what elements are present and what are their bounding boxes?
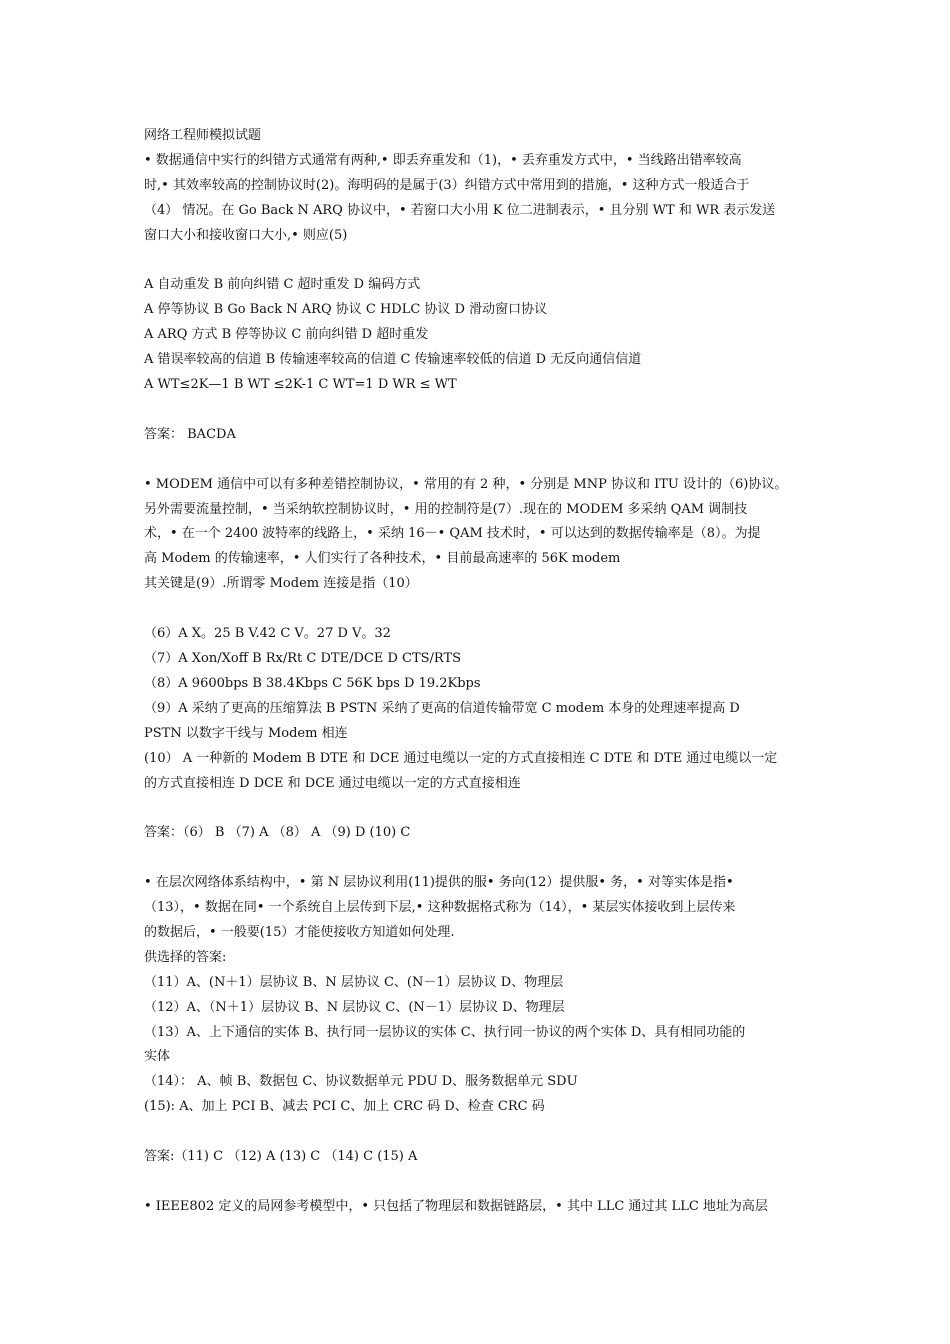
question-1-option-line: A ARQ 方式 B 停等协议 C 前向纠错 D 超时重发 [144,327,429,343]
paragraph-spacer [144,1170,816,1195]
question-2-stem-line: 其关键是(9）.所谓零 Modem 连接是指（10） [144,576,418,592]
question-1-stem-line: • 数据通信中实行的纠错方式通常有两种,• 即丢弃重发和（1)，• 丢弃重发方式中，• 当线路出错率较高 [144,152,742,168]
question-2-stem-line: • MODEM 通信中可以有多种差错控制协议，• 常用的有 2 种，• 分别是 MNP 协议和 ITU 设计的（6)协议。 [144,476,788,492]
paragraph-spacer [144,846,816,871]
question-2-option-line: PSTN 以数字干线与 Modem 相连 [144,725,348,741]
document-body [144,124,816,1220]
question-3-option-line: （14）： A、帧 B、数据包 C、协议数据单元 PDU D、服务数据单元 SDU [144,1074,578,1090]
question-2-option-line: （7）A Xon/Xoff B Rx/Rt C DTE/DCE D CTS/RTS [144,650,462,666]
question-3-option-line: 实体 [144,1049,171,1065]
question-1-stem-line: 时,• 其效率较高的控制协议时(2)。海明码的是属于(3）纠错方式中常用到的措施，• 这种方式一般适合于 [144,177,750,193]
paragraph-spacer [144,448,816,473]
question-3-stem-line: • 在层次网络体系结构中，• 第 N 层协议利用(11)提供的服• 务向(12）提供服• 务，• 对等实体是指• [144,875,734,891]
question-4 [144,1195,816,1220]
paragraph-spacer [144,1120,816,1145]
question-1-option-line: A 自动重发 B 前向纠错 C 超时重发 D 编码方式 [144,277,421,293]
question-2-stem-line: 高 Modem 的传输速率，• 人们实行了各种技术，• 目前最高速率的 56K modem [144,551,621,567]
question-3-option-line: （12）A、（N＋1）层协议 B、N 层协议 C、(N－1）层协议 D、物理层 [144,999,565,1015]
paragraph-spacer [144,796,816,821]
question-3 [144,871,816,1195]
document-title: 网络工程师模拟试题 [144,128,262,143]
question-2 [144,473,816,871]
question-2-stem-line: 另外需要流量控制，• 当采纳软控制协议时，• 用的控制符是(7）.现在的 MODEM 多采纳 QAM 调制技 [144,501,748,517]
question-3-answer: 答案:（11) C （12) A (13) C （14) C (15) A [144,1149,418,1165]
question-2-option-line: （8）A 9600bps B 38.4Kbps C 56K bps D 19.2Kbps [144,675,481,691]
question-1-stem-line: 窗口大小和接收窗口大小,• 则应(5) [144,227,348,243]
question-2-option-line: （6）A X。25 B V.42 C V。27 D V。32 [144,626,391,642]
question-1-option-line: A 错误率较高的信道 B 传输速率较高的信道 C 传输速率较低的信道 D 无反向通信信道 [144,352,642,368]
question-1-stem-line: （4） 情况。在 Go Back N ARQ 协议中，• 若窗口大小用 K 位二进制表示，• 且分别 WT 和 WR 表示发送 [144,202,776,218]
question-1-option-line: A 停等协议 B Go Back N ARQ 协议 C HDLC 协议 D 滑动窗口协议 [144,302,548,318]
question-3-stem-line: 供选择的答案: [144,949,227,965]
question-3-stem-line: 的数据后，• 一般要(15）才能使接收方知道如何处理. [144,924,455,940]
paragraph-spacer [144,398,816,423]
question-3-option-line: （13）A、上下通信的实体 B、执行同一层协议的实体 C、执行同一协议的两个实体 D、具有相同功能的 [144,1024,746,1040]
paragraph-spacer [144,597,816,622]
question-1-option-line: A WT≤2K—1 B WT ≤2K-1 C WT=1 D WR ≤ WT [144,377,457,393]
question-2-answer: 答案：（6） B （7) A （8） A （9) D (10) C [144,825,411,841]
question-2-stem-line: 术，• 在一个 2400 波特率的线路上，• 采纳 16－• QAM 技术时，• 可以达到的数据传输率是（8）。为提 [144,526,761,542]
question-1 [144,149,816,473]
question-2-option-line: (10） A 一种新的 Modem B DTE 和 DCE 通过电缆以一定的方式直接相连 C DTE 和 DTE 通过电缆以一定 [144,750,778,766]
question-3-option-line: (15): A、加上 PCI B、减去 PCI C、加上 CRC 码 D、检查 CRC 码 [144,1099,545,1115]
question-1-answer: 答案： BACDA [144,426,236,442]
question-3-option-line: （11）A、(N＋1）层协议 B、N 层协议 C、(N－1）层协议 D、物理层 [144,974,564,990]
question-2-option-line: （9）A 采纳了更高的压缩算法 B PSTN 采纳了更高的信道传输带宽 C modem 本身的处理速率提高 D [144,700,740,716]
paragraph-spacer [144,249,816,274]
question-3-stem-line: （13），• 数据在同• 一个系统自上层传到下层,• 这种数据格式称为（14），• 某层实体接收到上层传来 [144,900,736,915]
question-2-option-line: 的方式直接相连 D DCE 和 DCE 通过电缆以一定的方式直接相连 [144,775,521,791]
question-4-stem-line: • IEEE802 定义的局网参考模型中，• 只包括了物理层和数据链路层，• 其中 LLC 通过其 LLC 地址为高层 [144,1198,768,1214]
